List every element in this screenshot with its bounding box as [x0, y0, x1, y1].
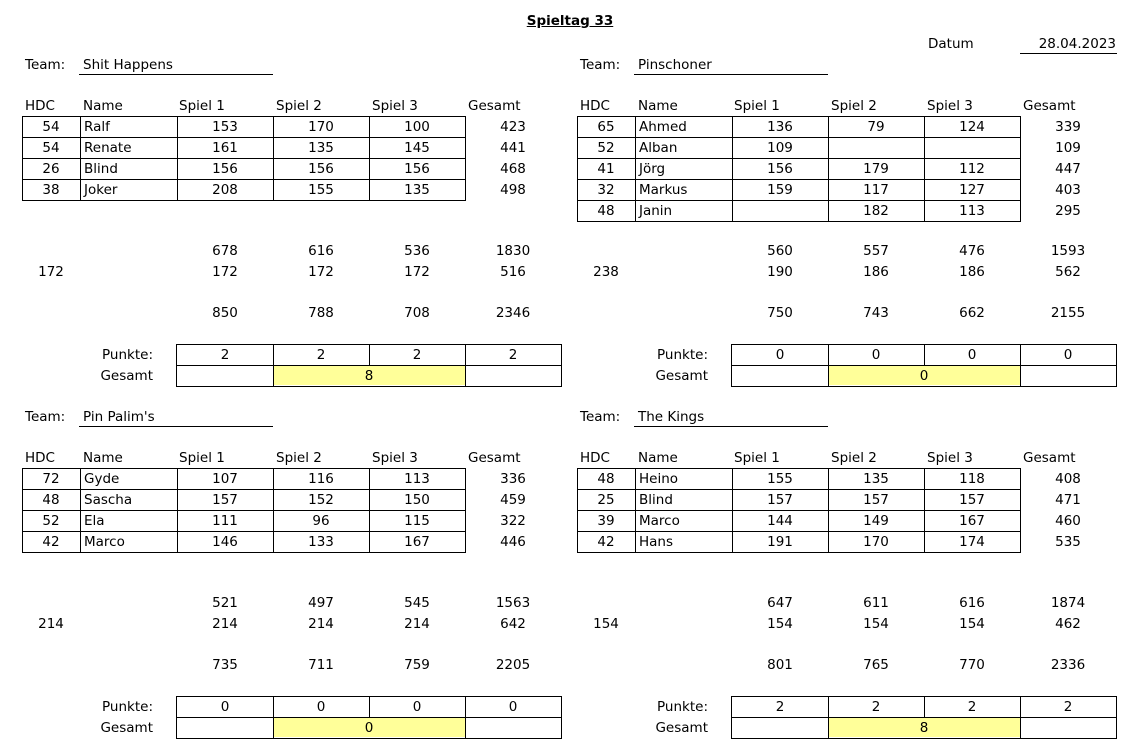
player-spiel3: 167 [404, 534, 430, 550]
sum-spiel1: 647 [767, 595, 793, 611]
player-spiel1: 191 [767, 534, 793, 550]
points-label: Punkte: [657, 347, 708, 363]
player-name: Blind [84, 161, 118, 177]
sum-gesamt: 1563 [495, 595, 531, 611]
player-gesamt: 447 [1055, 161, 1081, 177]
player-gesamt: 459 [500, 492, 526, 508]
hdc-spiel3: 154 [959, 616, 985, 632]
player-spiel3: 115 [404, 513, 430, 529]
player-spiel1: 146 [212, 534, 238, 550]
hdc-spiel1: 172 [212, 264, 238, 280]
sum-spiel1: 560 [767, 243, 793, 259]
player-hdc: 38 [42, 182, 60, 198]
header-hdc: HDC [580, 450, 610, 466]
points-cell: 0 [1063, 347, 1073, 363]
player-name: Ela [84, 513, 105, 529]
player-gesamt: 339 [1055, 119, 1081, 135]
final-gesamt: 2155 [1050, 305, 1086, 321]
sum-gesamt: 1874 [1050, 595, 1086, 611]
header-hdc: HDC [25, 98, 55, 114]
player-gesamt: 109 [1055, 140, 1081, 156]
points-cell: 0 [508, 699, 518, 715]
points-cell: 2 [412, 347, 422, 363]
player-hdc: 48 [42, 492, 60, 508]
header-name: Name [83, 98, 123, 114]
player-hdc: 54 [42, 140, 60, 156]
team-label: Team: [580, 409, 621, 425]
player-name: Ralf [84, 119, 110, 135]
team-name: Pinschoner [634, 55, 828, 75]
player-spiel2: 135 [863, 471, 889, 487]
team-name: Pin Palim's [79, 407, 273, 427]
player-spiel1: 157 [212, 492, 238, 508]
final-gesamt: 2336 [1050, 657, 1086, 673]
final-spiel3: 708 [404, 305, 430, 321]
player-name: Sascha [84, 492, 133, 508]
final-spiel2: 711 [308, 657, 334, 673]
player-spiel3: 100 [404, 119, 430, 135]
player-gesamt: 322 [500, 513, 526, 529]
header-name: Name [83, 450, 123, 466]
player-spiel2: 182 [863, 203, 889, 219]
hdc-spiel2: 154 [863, 616, 889, 632]
header-name: Name [638, 450, 678, 466]
points-cell: 0 [220, 699, 230, 715]
hdc-gesamt: 516 [500, 264, 526, 280]
player-spiel2: 157 [863, 492, 889, 508]
header-spiel1: Spiel 1 [179, 98, 225, 114]
team-label: Team: [25, 409, 66, 425]
header-spiel1: Spiel 1 [179, 450, 225, 466]
points-cell: 2 [967, 699, 977, 715]
player-name: Marco [639, 513, 680, 529]
team-hdc: 172 [38, 264, 64, 280]
player-name: Joker [84, 182, 118, 198]
player-spiel2: 79 [867, 119, 885, 135]
header-spiel2: Spiel 2 [276, 450, 322, 466]
grid-line [1020, 717, 1021, 739]
player-gesamt: 295 [1055, 203, 1081, 219]
player-name: Blind [639, 492, 673, 508]
hdc-spiel3: 214 [404, 616, 430, 632]
points-label: Punkte: [102, 347, 153, 363]
player-spiel3: 167 [959, 513, 985, 529]
grid-line [1020, 365, 1021, 387]
hdc-spiel2: 214 [308, 616, 334, 632]
hdc-gesamt: 462 [1055, 616, 1081, 632]
player-hdc: 25 [597, 492, 615, 508]
points-gesamt-label: Gesamt [100, 720, 153, 736]
final-spiel2: 765 [863, 657, 889, 673]
header-name: Name [638, 98, 678, 114]
team-hdc: 214 [38, 616, 64, 632]
player-spiel2: 170 [863, 534, 889, 550]
header-gesamt: Gesamt [1023, 98, 1076, 114]
sum-spiel3: 545 [404, 595, 430, 611]
points-total: 8 [919, 720, 929, 736]
player-spiel2: 152 [308, 492, 334, 508]
player-spiel2: 155 [308, 182, 334, 198]
hdc-gesamt: 562 [1055, 264, 1081, 280]
player-hdc: 48 [597, 471, 615, 487]
team-name: Shit Happens [79, 55, 273, 75]
player-gesamt: 468 [500, 161, 526, 177]
player-gesamt: 423 [500, 119, 526, 135]
final-gesamt: 2205 [495, 657, 531, 673]
player-gesamt: 471 [1055, 492, 1081, 508]
header-gesamt: Gesamt [468, 450, 521, 466]
player-spiel3: 113 [404, 471, 430, 487]
player-spiel3: 118 [959, 471, 985, 487]
player-spiel1: 111 [212, 513, 238, 529]
final-spiel1: 801 [767, 657, 793, 673]
sum-spiel1: 678 [212, 243, 238, 259]
player-spiel1: 157 [767, 492, 793, 508]
team-hdc: 238 [593, 264, 619, 280]
hdc-gesamt: 642 [500, 616, 526, 632]
team-hdc: 154 [593, 616, 619, 632]
sum-gesamt: 1830 [495, 243, 531, 259]
points-cell: 0 [871, 347, 881, 363]
grid-line [465, 717, 466, 739]
hdc-spiel3: 172 [404, 264, 430, 280]
player-hdc: 42 [42, 534, 60, 550]
player-hdc: 41 [597, 161, 615, 177]
hdc-spiel1: 214 [212, 616, 238, 632]
points-cell: 2 [508, 347, 518, 363]
player-gesamt: 446 [500, 534, 526, 550]
player-spiel3: 113 [959, 203, 985, 219]
player-name: Markus [639, 182, 688, 198]
datum-label: Datum [928, 36, 974, 52]
player-spiel3: 112 [959, 161, 985, 177]
player-spiel3: 174 [959, 534, 985, 550]
header-spiel3: Spiel 3 [927, 450, 973, 466]
final-spiel2: 788 [308, 305, 334, 321]
player-spiel1: 156 [212, 161, 238, 177]
player-name: Renate [84, 140, 132, 156]
player-hdc: 26 [42, 161, 60, 177]
player-spiel2: 135 [308, 140, 334, 156]
player-hdc: 42 [597, 534, 615, 550]
player-spiel2: 156 [308, 161, 334, 177]
header-spiel2: Spiel 2 [831, 450, 877, 466]
player-hdc: 65 [597, 119, 615, 135]
player-spiel3: 150 [404, 492, 430, 508]
points-gesamt-label: Gesamt [655, 720, 708, 736]
player-spiel1: 208 [212, 182, 238, 198]
points-cell: 0 [967, 347, 977, 363]
player-hdc: 48 [597, 203, 615, 219]
header-spiel3: Spiel 3 [372, 450, 418, 466]
player-spiel3: 145 [404, 140, 430, 156]
points-gesamt-label: Gesamt [655, 368, 708, 384]
player-hdc: 32 [597, 182, 615, 198]
sum-spiel2: 557 [863, 243, 889, 259]
player-gesamt: 403 [1055, 182, 1081, 198]
header-spiel2: Spiel 2 [831, 98, 877, 114]
hdc-spiel2: 186 [863, 264, 889, 280]
player-spiel3: 156 [404, 161, 430, 177]
player-spiel2: 170 [308, 119, 334, 135]
player-name: Alban [639, 140, 678, 156]
header-gesamt: Gesamt [468, 98, 521, 114]
player-name: Ahmed [639, 119, 687, 135]
sum-spiel3: 536 [404, 243, 430, 259]
player-spiel1: 144 [767, 513, 793, 529]
player-spiel3: 157 [959, 492, 985, 508]
final-spiel1: 735 [212, 657, 238, 673]
player-spiel1 [732, 201, 828, 221]
points-cell: 0 [412, 699, 422, 715]
player-spiel1: 155 [767, 471, 793, 487]
sum-spiel3: 476 [959, 243, 985, 259]
player-spiel1: 109 [767, 140, 793, 156]
final-spiel2: 743 [863, 305, 889, 321]
points-total: 0 [919, 368, 929, 384]
sum-spiel2: 497 [308, 595, 334, 611]
sum-spiel1: 521 [212, 595, 238, 611]
header-spiel2: Spiel 2 [276, 98, 322, 114]
sum-spiel2: 616 [308, 243, 334, 259]
sum-spiel3: 616 [959, 595, 985, 611]
player-spiel2: 117 [863, 182, 889, 198]
header-spiel1: Spiel 1 [734, 450, 780, 466]
player-hdc: 72 [42, 471, 60, 487]
team-label: Team: [580, 57, 621, 73]
player-name: Jörg [639, 161, 666, 177]
player-name: Hans [639, 534, 674, 550]
player-spiel1: 161 [212, 140, 238, 156]
points-cell: 2 [316, 347, 326, 363]
player-spiel1: 159 [767, 182, 793, 198]
player-spiel1: 107 [212, 471, 238, 487]
player-name: Heino [639, 471, 679, 487]
points-gesamt-label: Gesamt [100, 368, 153, 384]
header-spiel1: Spiel 1 [734, 98, 780, 114]
points-label: Punkte: [102, 699, 153, 715]
player-spiel3: 127 [959, 182, 985, 198]
points-cell: 2 [871, 699, 881, 715]
player-spiel3 [924, 138, 1020, 158]
player-gesamt: 498 [500, 182, 526, 198]
player-spiel2: 149 [863, 513, 889, 529]
player-spiel2: 116 [308, 471, 334, 487]
points-total: 8 [364, 368, 374, 384]
points-cell: 0 [775, 347, 785, 363]
grid-line [635, 116, 636, 222]
datum-value: 28.04.2023 [1020, 34, 1117, 54]
player-spiel1: 156 [767, 161, 793, 177]
header-hdc: HDC [580, 98, 610, 114]
hdc-spiel1: 154 [767, 616, 793, 632]
player-gesamt: 460 [1055, 513, 1081, 529]
player-spiel1: 136 [767, 119, 793, 135]
points-label: Punkte: [657, 699, 708, 715]
player-gesamt: 408 [1055, 471, 1081, 487]
header-hdc: HDC [25, 450, 55, 466]
player-hdc: 52 [597, 140, 615, 156]
final-spiel3: 759 [404, 657, 430, 673]
header-spiel3: Spiel 3 [372, 98, 418, 114]
player-spiel2: 133 [308, 534, 334, 550]
header-gesamt: Gesamt [1023, 450, 1076, 466]
player-gesamt: 441 [500, 140, 526, 156]
points-cell: 2 [220, 347, 230, 363]
page-title: Spieltag 33 [526, 13, 614, 29]
player-spiel1: 153 [212, 119, 238, 135]
player-name: Janin [639, 203, 673, 219]
player-gesamt: 336 [500, 471, 526, 487]
player-spiel2 [828, 138, 924, 158]
team-name: The Kings [634, 407, 828, 427]
hdc-spiel2: 172 [308, 264, 334, 280]
hdc-spiel3: 186 [959, 264, 985, 280]
sum-gesamt: 1593 [1050, 243, 1086, 259]
points-cell: 2 [775, 699, 785, 715]
player-spiel2: 96 [312, 513, 330, 529]
player-spiel2: 179 [863, 161, 889, 177]
player-name: Marco [84, 534, 125, 550]
player-hdc: 54 [42, 119, 60, 135]
points-total: 0 [364, 720, 374, 736]
points-cell: 2 [1063, 699, 1073, 715]
player-gesamt: 535 [1055, 534, 1081, 550]
team-label: Team: [25, 57, 66, 73]
final-spiel3: 770 [959, 657, 985, 673]
final-spiel1: 850 [212, 305, 238, 321]
hdc-spiel1: 190 [767, 264, 793, 280]
player-hdc: 39 [597, 513, 615, 529]
grid-line [465, 365, 466, 387]
final-gesamt: 2346 [495, 305, 531, 321]
final-spiel1: 750 [767, 305, 793, 321]
sum-spiel2: 611 [863, 595, 889, 611]
player-name: Gyde [84, 471, 120, 487]
player-spiel3: 124 [959, 119, 985, 135]
player-hdc: 52 [42, 513, 60, 529]
final-spiel3: 662 [959, 305, 985, 321]
header-spiel3: Spiel 3 [927, 98, 973, 114]
points-cell: 0 [316, 699, 326, 715]
player-spiel3: 135 [404, 182, 430, 198]
